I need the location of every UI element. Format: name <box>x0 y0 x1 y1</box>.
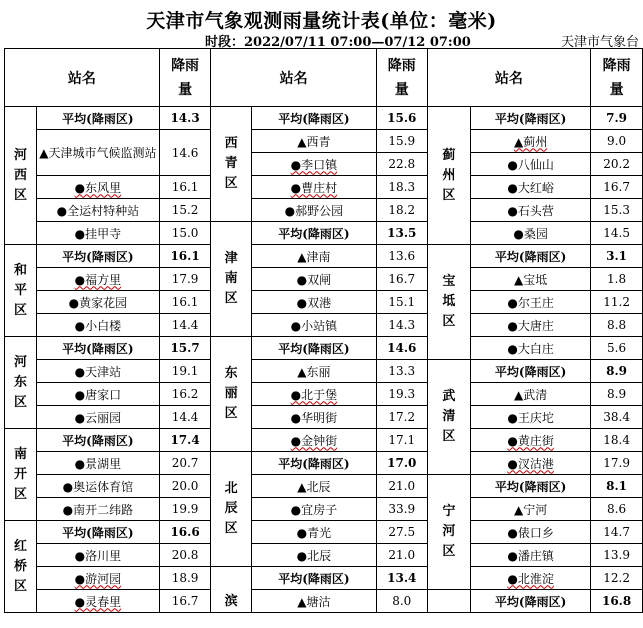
station-name: ●景湖里 <box>37 452 160 475</box>
rainfall-value: 19.1 <box>159 360 211 383</box>
station-name: ●小站镇 <box>251 314 376 337</box>
district-average-label: 平均(降雨区) <box>471 360 591 383</box>
station-name: ●石头营 <box>471 199 591 222</box>
station-name: ●王庆坨 <box>471 406 591 429</box>
rainfall-value: 13.5 <box>376 222 427 245</box>
rainfall-value: 27.5 <box>376 521 427 544</box>
table-header-row <box>5 49 643 107</box>
station-name: ●双闸 <box>251 268 376 291</box>
district-average-label: 平均(降雨区) <box>37 429 160 452</box>
issuing-agency: 天津市气象台 <box>560 35 639 50</box>
station-name: ●金钟街 <box>251 429 376 452</box>
district-average-label: 平均(降雨区) <box>251 222 376 245</box>
rainfall-value: 22.8 <box>376 153 427 176</box>
district-label: 津南区 <box>211 222 252 337</box>
station-name: ●灵春里 <box>37 590 160 613</box>
station-name: ▲西青 <box>251 130 376 153</box>
station-name: ●尔王庄 <box>471 291 591 314</box>
district-label: 河西区 <box>5 107 37 245</box>
rainfall-value: 8.8 <box>591 314 643 337</box>
rainfall-value: 16.7 <box>376 268 427 291</box>
rainfall-value: 17.2 <box>376 406 427 429</box>
rainfall-value: 17.0 <box>376 452 427 475</box>
table-row <box>5 176 643 199</box>
station-name: ▲宁河 <box>471 498 591 521</box>
station-name: ●潘庄镇 <box>471 544 591 567</box>
rainfall-value: 7.9 <box>591 107 643 130</box>
station-name: ●李口镇 <box>251 153 376 176</box>
rainfall-value: 16.6 <box>159 521 211 544</box>
district-label: 宁河区 <box>427 475 470 590</box>
rainfall-value: 8.1 <box>591 475 643 498</box>
station-name: ●福方里 <box>37 268 160 291</box>
table-row <box>5 475 643 498</box>
rainfall-value: 20.7 <box>159 452 211 475</box>
district-average-label: 平均(降雨区) <box>251 107 376 130</box>
district-average-label: 平均(降雨区) <box>471 590 591 613</box>
station-name: ●曹庄村 <box>251 176 376 199</box>
station-name: ●东风里 <box>37 176 160 199</box>
station-name: ●俵口乡 <box>471 521 591 544</box>
station-name: ●全运村特种站 <box>37 199 160 222</box>
station-name: ●大红峪 <box>471 176 591 199</box>
page-title: 天津市气象观测雨量统计表(单位：毫米) <box>146 10 497 32</box>
station-name: ▲武清 <box>471 383 591 406</box>
rainfall-value: 18.4 <box>591 429 643 452</box>
table-row <box>5 383 643 406</box>
station-name: ●奥运体育馆 <box>37 475 160 498</box>
rainfall-value: 13.3 <box>376 360 427 383</box>
station-name: ▲蓟州 <box>471 130 591 153</box>
rainfall-value: 16.8 <box>591 590 643 613</box>
rainfall-value: 19.3 <box>376 383 427 406</box>
rainfall-value: 16.7 <box>591 176 643 199</box>
rainfall-value: 8.0 <box>376 590 427 613</box>
rainfall-value: 13.4 <box>376 567 427 590</box>
rainfall-value: 20.0 <box>159 475 211 498</box>
district-average-label: 平均(降雨区) <box>251 567 376 590</box>
rainfall-value: 17.1 <box>376 429 427 452</box>
district-average-label: 平均(降雨区) <box>251 337 376 360</box>
district-average-label: 平均(降雨区) <box>37 107 160 130</box>
table-row <box>5 406 643 429</box>
station-name: ●北辰 <box>251 544 376 567</box>
station-name: ●八仙山 <box>471 153 591 176</box>
station-name: ●北淮淀 <box>471 567 591 590</box>
table-row <box>5 429 643 452</box>
table-row <box>5 107 643 130</box>
station-name: ▲天津城市气候监测站 <box>37 130 160 176</box>
district-label: 武清区 <box>427 360 470 475</box>
rainfall-value: 13.9 <box>591 544 643 567</box>
rainfall-value: 16.1 <box>159 176 211 199</box>
table-row <box>5 337 643 360</box>
rainfall-table <box>4 48 643 613</box>
rainfall-value: 14.5 <box>591 222 643 245</box>
station-name: ●郝野公园 <box>251 199 376 222</box>
rainfall-value: 16.1 <box>159 291 211 314</box>
rainfall-value: 15.0 <box>159 222 211 245</box>
station-name: ●黄庄街 <box>471 429 591 452</box>
rainfall-value: 16.2 <box>159 383 211 406</box>
district-average-label: 平均(降雨区) <box>471 107 591 130</box>
rainfall-value: 20.8 <box>159 544 211 567</box>
rainfall-value: 9.0 <box>591 130 643 153</box>
rainfall-value: 33.9 <box>376 498 427 521</box>
table-row <box>5 222 643 245</box>
rainfall-value: 17.9 <box>591 452 643 475</box>
station-name: ●唐家口 <box>37 383 160 406</box>
rainfall-value: 5.6 <box>591 337 643 360</box>
rainfall-value: 14.6 <box>376 337 427 360</box>
district-average-label: 平均(降雨区) <box>471 475 591 498</box>
rainfall-value: 38.4 <box>591 406 643 429</box>
rainfall-value: 19.9 <box>159 498 211 521</box>
rainfall-value: 17.4 <box>159 429 211 452</box>
rainfall-value: 14.3 <box>376 314 427 337</box>
table-row <box>5 130 643 153</box>
station-name: ●天津站 <box>37 360 160 383</box>
station-name: ●汊沽港 <box>471 452 591 475</box>
district-label: 西青区 <box>211 107 252 222</box>
station-name: ●北于堡 <box>251 383 376 406</box>
rainfall-value: 15.3 <box>591 199 643 222</box>
district-average-label: 平均(降雨区) <box>471 245 591 268</box>
district-label: 南开区 <box>5 429 37 521</box>
rainfall-header: 降雨 量 <box>591 49 643 107</box>
district-label: 蓟州区 <box>427 107 470 245</box>
table-row <box>5 590 643 613</box>
rainfall-value: 18.9 <box>159 567 211 590</box>
station-name: ●云丽园 <box>37 406 160 429</box>
district-label: 红桥区 <box>5 521 37 613</box>
district-label: 河东区 <box>5 337 37 429</box>
rainfall-value: 16.1 <box>159 245 211 268</box>
station-name: ●游河园 <box>37 567 160 590</box>
table-row <box>5 268 643 291</box>
rainfall-header: 降雨 量 <box>376 49 427 107</box>
rainfall-value: 17.9 <box>159 268 211 291</box>
time-period: 时段：2022/07/11 07:00—07/12 07:00 <box>205 35 471 50</box>
rainfall-value: 13.6 <box>376 245 427 268</box>
table-row <box>5 360 643 383</box>
rainfall-value: 1.8 <box>591 268 643 291</box>
rainfall-value: 11.2 <box>591 291 643 314</box>
rainfall-value: 16.7 <box>159 590 211 613</box>
rainfall-value: 14.6 <box>159 130 211 176</box>
station-name: ●南开二纬路 <box>37 498 160 521</box>
rainfall-value: 14.4 <box>159 314 211 337</box>
rainfall-value: 20.2 <box>591 153 643 176</box>
station-header: 站名 <box>5 49 160 107</box>
rainfall-value: 15.9 <box>376 130 427 153</box>
district-label: 滨 <box>211 567 252 613</box>
station-name: ●双港 <box>251 291 376 314</box>
rainfall-value: 12.2 <box>591 567 643 590</box>
rainfall-value: 21.0 <box>376 544 427 567</box>
district-average-label: 平均(降雨区) <box>37 245 160 268</box>
rainfall-value: 14.3 <box>159 107 211 130</box>
rainfall-value: 18.2 <box>376 199 427 222</box>
rainfall-value: 15.2 <box>159 199 211 222</box>
rainfall-value: 8.9 <box>591 360 643 383</box>
station-name: ▲东丽 <box>251 360 376 383</box>
table-row <box>5 199 643 222</box>
station-name: ▲塘沽 <box>251 590 376 613</box>
district-label: 宝坻区 <box>427 245 470 360</box>
district-average-label: 平均(降雨区) <box>37 521 160 544</box>
table-row <box>5 291 643 314</box>
station-name: ▲宝坻 <box>471 268 591 291</box>
table-row <box>5 452 643 475</box>
rainfall-value: 14.4 <box>159 406 211 429</box>
station-name: ▲北辰 <box>251 475 376 498</box>
table-row <box>5 544 643 567</box>
station-name: ●宜房子 <box>251 498 376 521</box>
rainfall-header: 降雨 量 <box>159 49 211 107</box>
district-label: 北辰区 <box>211 452 252 567</box>
station-name: ●青光 <box>251 521 376 544</box>
table-row <box>5 521 643 544</box>
station-header: 站名 <box>427 49 591 107</box>
rainfall-value: 3.1 <box>591 245 643 268</box>
rainfall-value: 8.9 <box>591 383 643 406</box>
rainfall-value: 15.6 <box>376 107 427 130</box>
station-name: ●黄家花园 <box>37 291 160 314</box>
station-name: ●洛川里 <box>37 544 160 567</box>
district-label: 和平区 <box>5 245 37 337</box>
table-row <box>5 567 643 590</box>
station-name: ●大唐庄 <box>471 314 591 337</box>
district-average-label: 平均(降雨区) <box>37 337 160 360</box>
rainfall-value: 8.6 <box>591 498 643 521</box>
rainfall-value: 14.7 <box>591 521 643 544</box>
station-header: 站名 <box>211 49 376 107</box>
station-name: ▲津南 <box>251 245 376 268</box>
table-row <box>5 245 643 268</box>
district-label <box>427 590 470 613</box>
station-name: ●挂甲寺 <box>37 222 160 245</box>
rainfall-value: 21.0 <box>376 475 427 498</box>
rainfall-value: 15.7 <box>159 337 211 360</box>
rainfall-value: 18.3 <box>376 176 427 199</box>
district-label: 东丽区 <box>211 337 252 452</box>
rainfall-value: 15.1 <box>376 291 427 314</box>
station-name: ●小白楼 <box>37 314 160 337</box>
table-row <box>5 498 643 521</box>
station-name: ●大白庄 <box>471 337 591 360</box>
station-name: ●桑园 <box>471 222 591 245</box>
table-row <box>5 314 643 337</box>
district-average-label: 平均(降雨区) <box>251 452 376 475</box>
station-name: ●华明街 <box>251 406 376 429</box>
